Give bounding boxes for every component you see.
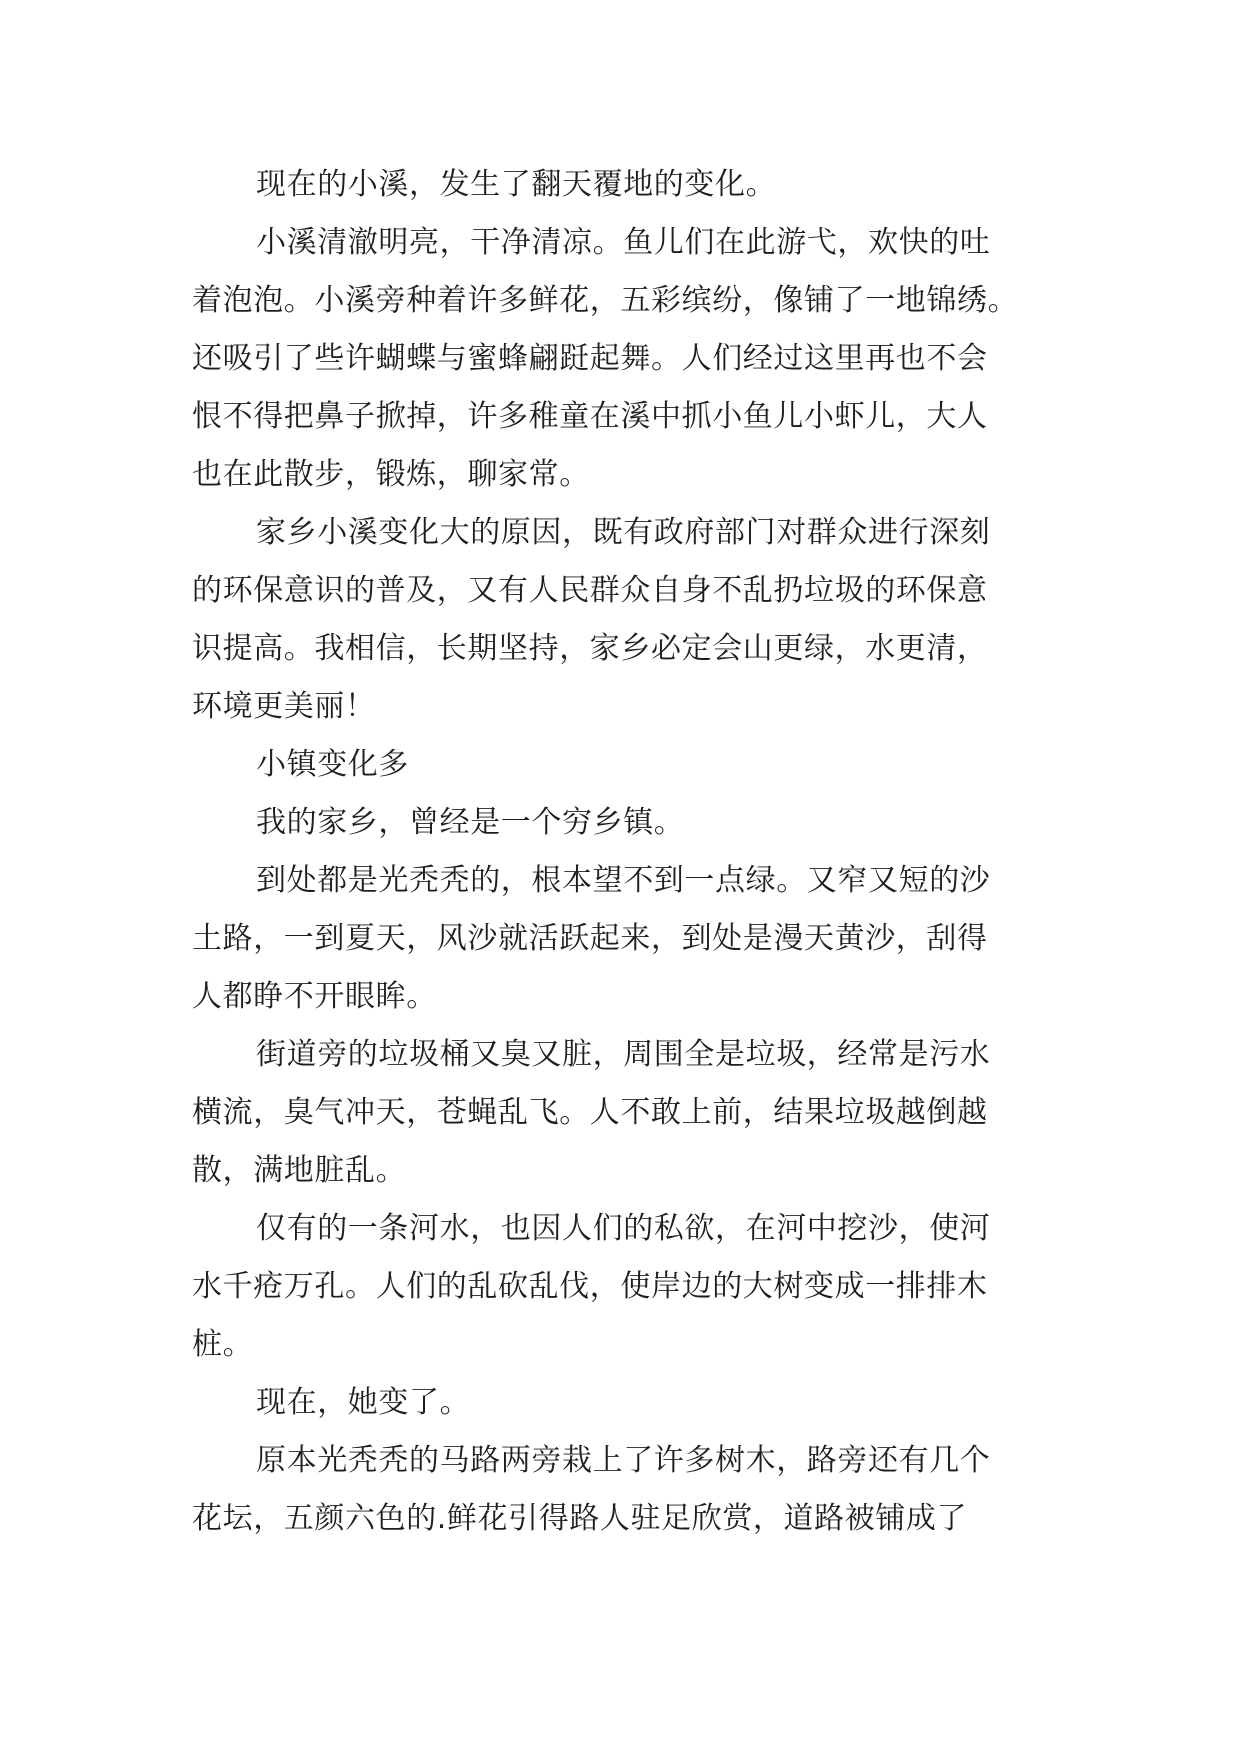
text-line: 家乡小溪变化大的原因，既有政府部门对群众进行深刻 — [256, 515, 991, 550]
text-line: 水千疮万孔。人们的乱砍乱伐，使岸边的大树变成一排排木 — [192, 1269, 988, 1304]
text-line: 恨不得把鼻子掀掉，许多稚童在溪中抓小鱼儿小虾儿，大人 — [192, 399, 988, 434]
document-body — [192, 156, 1072, 1548]
text-line: 仅有的一条河水，也因人们的私欲，在河中挖沙，使河 — [256, 1211, 991, 1246]
text-line: 原本光秃秃的马路两旁栽上了许多树木，路旁还有几个 — [256, 1443, 991, 1478]
text-line: 街道旁的垃圾桶又臭又脏，周围全是垃圾，经常是污水 — [256, 1037, 991, 1072]
text-line: 小溪清澈明亮，干净清凉。鱼儿们在此游弋，欢快的吐 — [256, 225, 991, 260]
text-line: 也在此散步，锻炼，聊家常。 — [192, 457, 590, 492]
text-line: 现在的小溪，发生了翻天覆地的变化。 — [256, 167, 777, 202]
text-line: 还吸引了些许蝴蝶与蜜蜂翩跹起舞。人们经过这里再也不会 — [192, 341, 988, 376]
paragraph — [192, 1432, 1072, 1548]
text-line: 人都睁不开眼眸。 — [192, 979, 437, 1014]
text-line: 现在，她变了。 — [256, 1385, 471, 1420]
paragraph — [192, 852, 1072, 1026]
text-line: 花坛，五颜六色的.鲜花引得路人驻足欣赏，道路被铺成了 — [192, 1501, 968, 1536]
paragraph — [192, 156, 1072, 214]
text-line: 到处都是光秃秃的，根本望不到一点绿。又窄又短的沙 — [256, 863, 991, 898]
text-line: 散，满地脏乱。 — [192, 1153, 407, 1188]
paragraph — [192, 1026, 1072, 1200]
text-line: 的环保意识的普及，又有人民群众自身不乱扔垃圾的环保意 — [192, 573, 988, 608]
text-line: 桩。 — [192, 1327, 254, 1362]
section-heading — [192, 736, 1072, 794]
text-line: 环境更美丽！ — [192, 689, 376, 724]
text-line: 着泡泡。小溪旁种着许多鲜花，五彩缤纷，像铺了一地锦绣。 — [192, 283, 1019, 318]
text-line: 横流，臭气冲天，苍蝇乱飞。人不敢上前，结果垃圾越倒越 — [192, 1095, 988, 1130]
text-line: 土路，一到夏天，风沙就活跃起来，到处是漫天黄沙，刮得 — [192, 921, 988, 956]
paragraph — [192, 1200, 1072, 1374]
paragraph — [192, 504, 1072, 736]
paragraph — [192, 794, 1072, 852]
text-line: 我的家乡，曾经是一个穷乡镇。 — [256, 805, 685, 840]
paragraph — [192, 1374, 1072, 1432]
text-line: 识提高。我相信，长期坚持，家乡必定会山更绿，水更清， — [192, 631, 988, 666]
text-line: 小镇变化多 — [256, 747, 409, 782]
paragraph — [192, 214, 1072, 504]
